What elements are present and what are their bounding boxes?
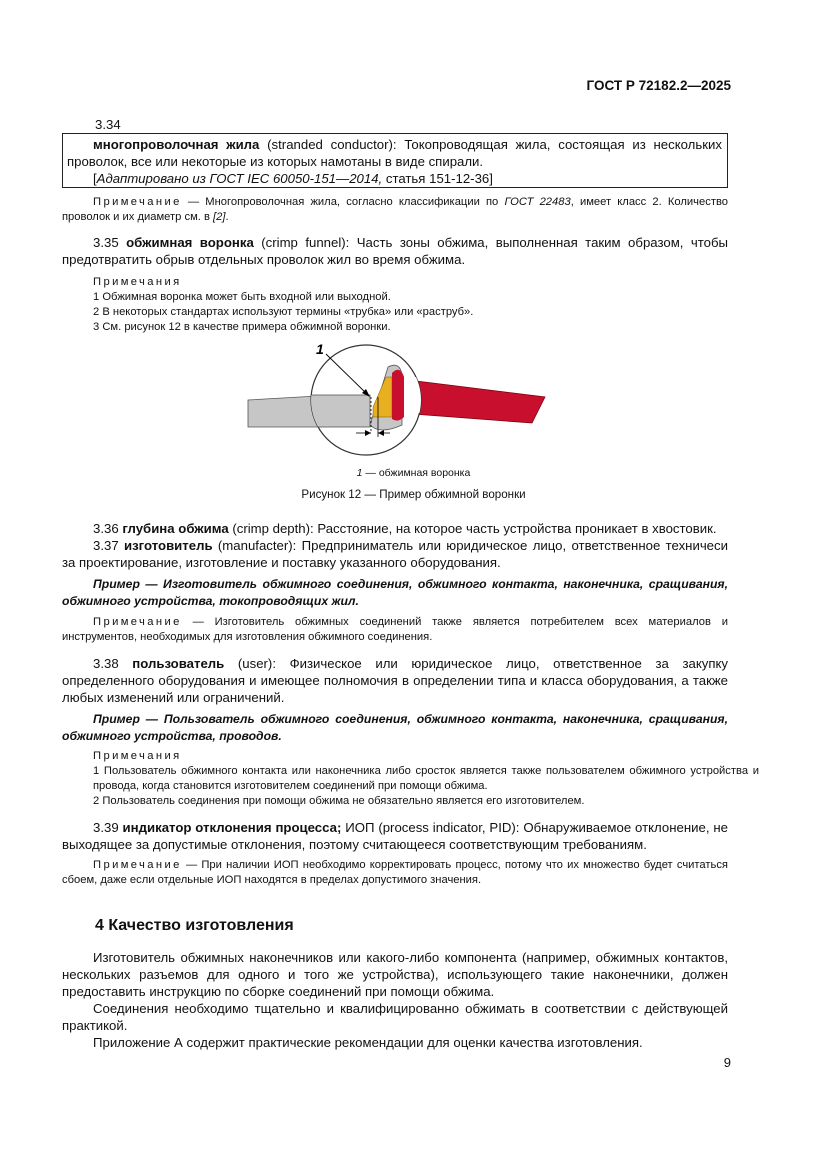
note-339 — [62, 858, 728, 888]
term-339: индикатор отклонения процесса; — [122, 820, 342, 835]
section-4-para-1: Изготовитель обжимных наконечников или какого-либо компонента (например, обжимных контактов, нескольких разъемов для одного и того же устройства), использующего такие наконечники, должен предоставить инструкцию по сборке соединений при помощи обжима. — [62, 950, 728, 999]
example-338: Пример — Пользователь обжимного соединения, обжимного контакта, наконечника, сращивания, обжимного устройства, проводов. — [62, 712, 728, 743]
note-label: Примечание — [93, 859, 182, 871]
source-ref-334: Адаптировано из ГОСТ IEC 60050-151—2014, — [96, 171, 383, 186]
term-en-334: (stranded conductor): — [267, 137, 397, 152]
note-text: — Многопроволочная жила, согласно классификации по — [181, 196, 505, 208]
note-ref: [2] — [213, 211, 226, 223]
wire-cable — [400, 379, 545, 423]
term-337: изготовитель — [124, 538, 213, 553]
clause-number: 3.35 — [93, 235, 127, 250]
definition-335 — [62, 234, 728, 268]
notes-label: Примечания — [93, 750, 182, 762]
note-item: 1 Обжимная воронка может быть входной или выходной. — [93, 291, 391, 303]
term-336: глубина обжима — [122, 521, 229, 536]
page-number: 9 — [723, 1055, 731, 1070]
callout-number: 1 — [316, 341, 324, 357]
clause-number-334: 3.34 — [95, 117, 121, 132]
source-tail-334: статья 151-12-36] — [382, 171, 493, 186]
term-335: обжимная воронка — [126, 235, 254, 250]
term-338: пользователь — [132, 656, 225, 671]
document-code: ГОСТ Р 72182.2—2025 — [586, 78, 731, 93]
clause-number: 3.38 — [93, 656, 133, 671]
crimp-funnel-figure — [240, 337, 560, 457]
section-4-title: 4 Качество изготовления — [95, 917, 294, 934]
notes-338 — [62, 749, 759, 809]
clause-number: 3.37 — [93, 538, 125, 553]
def-338: (user): Физическое или юридическое лицо, ответственное за закупку определенного оборудования и имеющее полномочия в определении типа и класса оборудования, а также любых изменений или ограничений. — [62, 656, 728, 705]
note-item: 2 В некоторых стандартах используют термины «трубка» или «раструб». — [93, 306, 474, 318]
clause-number: 3.36 — [93, 521, 123, 536]
clause-number: 3.39 — [93, 820, 123, 835]
note-label: Примечание — [93, 616, 182, 628]
wire-magnified — [392, 370, 404, 421]
definition-334 — [67, 136, 722, 187]
note-text: — При наличии ИОП необходимо корректировать процесс, потому что их множество будет считаться сбоем, даже если отдельные ИОП находятся в пределах допустимого значения. — [62, 859, 728, 886]
definition-337 — [62, 537, 728, 571]
legend-text: — обжимная воронка — [362, 467, 471, 479]
notes-335 — [62, 275, 759, 335]
figure-legend — [0, 467, 827, 479]
def-334: Токопроводящая жила, состоящая из нескольких проволок, все или некоторые из которых намотаны в виде спирали. — [67, 137, 722, 169]
note-label: Примечание — [93, 196, 182, 208]
definition-339 — [62, 819, 728, 853]
note-text: — Изготовитель обжимных соединений также является потребителем всех материалов и инструментов, необходимых для изготовления обжимного соединения. — [62, 616, 728, 643]
definition-336 — [62, 520, 728, 537]
note-337 — [62, 615, 728, 645]
figure-caption: Рисунок 12 — Пример обжимной воронки — [301, 488, 526, 501]
section-4-para-2: Соединения необходимо тщательно и квалифицированно обжимать в соответствии с действующей практикой. — [62, 1001, 728, 1033]
definition-338 — [62, 655, 728, 706]
definition-box-334 — [62, 133, 728, 188]
def-336: (crimp depth): Расстояние, на которое часть устройства проникает в хвостовик. — [228, 521, 717, 536]
def-337: (manufacter): Предприниматель или юридическое лицо, ответственное техничеси за проектирование, изготовление и поставку указанного оборудования. — [62, 538, 728, 570]
def-335: (crimp funnel): Часть зоны обжима, выполненная таким образом, чтобы предотвратить обрыв отдельных проволок жил во время обжима. — [62, 235, 728, 267]
note-item: 2 Пользователь соединения при помощи обжима не обязательно является его изготовителем. — [93, 795, 585, 807]
notes-label: Примечания — [93, 276, 182, 288]
note-ref: ГОСТ 22483 — [504, 196, 571, 208]
note-text: , имеет класс 2. Количество проволок и их диаметр см. в — [62, 196, 728, 223]
section-4-para-3: Приложение А содержит практические рекомендации для оценки качества изготовления. — [93, 1035, 643, 1050]
example-337: Пример — Изготовитель обжимного соединения, обжимного контакта, наконечника, сращивания, обжимного устройства, токопроводящих жил. — [62, 577, 728, 608]
legend-number: 1 — [356, 467, 363, 479]
source-open: [ — [93, 171, 97, 186]
note-334 — [62, 195, 728, 225]
term-334: многопроволочная жила — [93, 137, 260, 152]
note-item: 3 См. рисунок 12 в качестве примера обжимной воронки. — [93, 321, 391, 333]
def-339: ИОП (process indicator, PID): Обнаруживаемое отклонение, не выходящее за допустимые отклонения, поэтому считающееся соответствующим требованиям. — [62, 820, 728, 852]
note-text: . — [225, 211, 229, 223]
note-item: 1 Пользователь обжимного контакта или наконечника либо сросток является также пользователем обжимного устройства и провода, когда становится изготовителем соединений при помощи обжима. — [93, 765, 759, 792]
